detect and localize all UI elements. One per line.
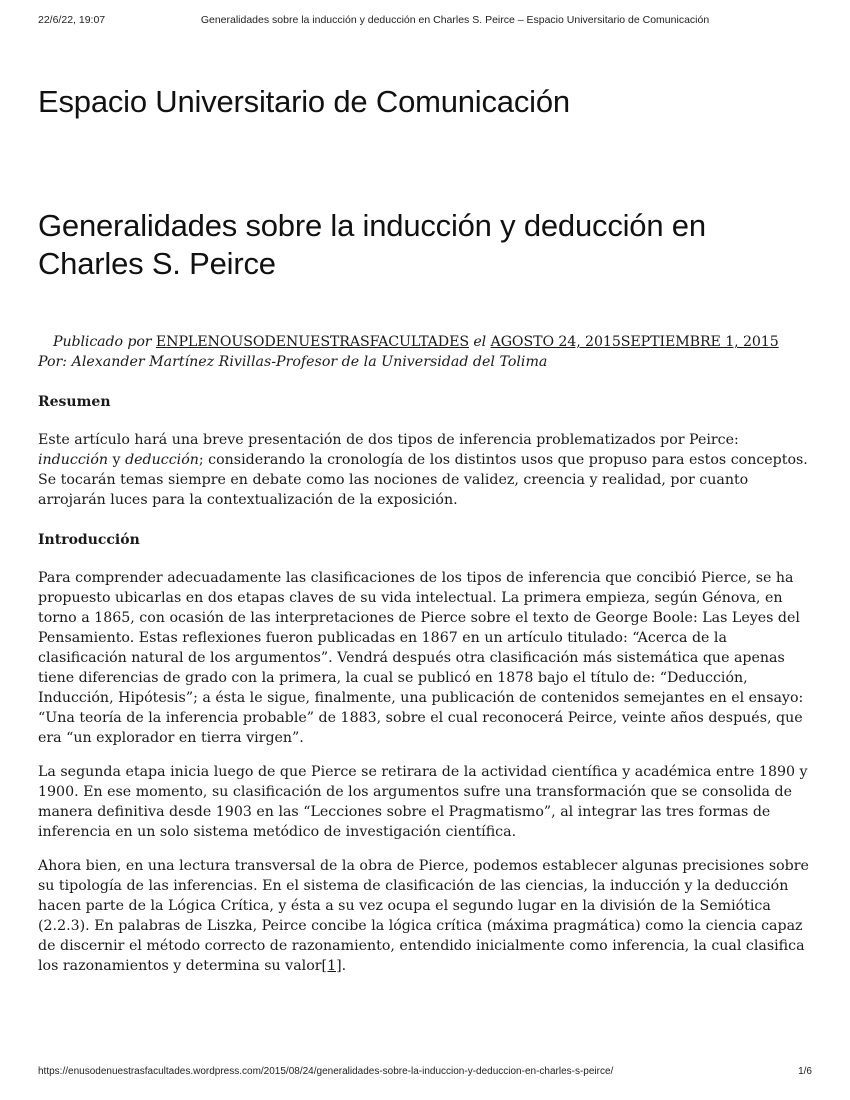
page-number: 1/6 xyxy=(798,1066,812,1077)
print-header xyxy=(38,14,812,30)
post-byline: Por: Alexander Martínez Rivillas-Profesor de la Universidad del Tolima xyxy=(38,354,548,370)
introduccion-heading: Introducción xyxy=(38,532,140,548)
footnote-link-1[interactable]: [1] xyxy=(321,958,342,974)
paragraph-end: . xyxy=(341,958,347,974)
term-deduccion: deducción xyxy=(125,452,199,468)
resumen-heading: Resumen xyxy=(38,394,111,410)
print-doc-title: Generalidades sobre la inducción y deducción en Charles S. Peirce – Espacio Universitario de Comunicación xyxy=(200,14,710,26)
term-induccion: inducción xyxy=(38,452,109,468)
print-date: 22/6/22, 19:07 xyxy=(38,14,106,26)
intro-paragraph-3 xyxy=(38,856,813,976)
date-updated: SEPTIEMBRE 1, 2015 xyxy=(620,334,779,350)
intro-paragraph-2: La segunda etapa inicia luego de que Pierce se retirara de la actividad científica y académica entre 1890 y 1900. En ese momento, su clasificación de los argumentos sufre una transformación que se consolida de manera definitiva desde 1903 en las “Lecciones sobre el Pragmatismo”, al integrar las tres formas de inferencia en un solo sistema metódico de investigación científica. xyxy=(38,764,808,840)
resumen-text: Este artículo hará una breve presentación de dos tipos de inferencia problematizados por Peirce: xyxy=(38,432,739,448)
resumen-paragraph xyxy=(38,430,813,510)
post-content xyxy=(38,332,813,976)
date-published: AGOSTO 24, 2015 xyxy=(490,334,621,350)
author-link[interactable]: ENPLENOUSODENUESTRASFACULTADES xyxy=(155,334,469,350)
post-date-link[interactable] xyxy=(491,334,779,350)
resumen-text: ; considerando la cronología de los distintos usos que propuso para estos conceptos. Se tocarán temas siempre en debate como las nociones de validez, creencia y realidad, por cuanto arrojarán luces para la contextualización de la exposición. xyxy=(38,452,808,508)
print-url: https://enusodenuestrasfacultades.wordpress.com/2015/08/24/generalidades-sobre-la-induccion-y-deduccion-en-charles-s-peirce/ xyxy=(38,1066,614,1077)
post-title: Generalidades sobre la inducción y deducción en Charles S. Peirce xyxy=(38,208,706,281)
paragraph-text: Ahora bien, en una lectura transversal de la obra de Pierce, podemos establecer algunas precisiones sobre su tipología de las inferencias. En el sistema de clasificación de las ciencias, la inducción y la deducción hacen parte de la Lógica Crítica, y ésta a su vez ocupa el segundo lugar en la división de la Semiótica (2.2.3). En palabras de Liszka, Peirce concibe la lógica crítica (máxima pragmática) como la ciencia capaz de discernir el método correcto de razonamiento, entendido inicialmente como inferencia, la cual clasifica los razonamientos y determina su valor xyxy=(38,858,809,974)
published-by-label: Publicado por xyxy=(53,334,152,350)
date-prefix: el xyxy=(473,334,487,350)
print-footer xyxy=(38,1066,812,1080)
resumen-text: y xyxy=(108,452,126,468)
post-meta xyxy=(38,332,813,352)
site-title[interactable]: Espacio Universitario de Comunicación xyxy=(38,84,570,119)
intro-paragraph-1: Para comprender adecuadamente las clasificaciones de los tipos de inferencia que concibió Pierce, se ha propuesto ubicarlas en dos etapas claves de su vida intelectual. La primera empieza, según Génova, en torno a 1865, con ocasión de las interpretaciones de Pierce sobre el texto de George Boole: Las Leyes del Pensamiento. Estas reflexiones fueron publicadas en 1867 en un artículo titulado: “Acerca de la clasificación natural de los argumentos”. Vendrá después otra clasificación más sistemática que apenas tiene diferencias de grado con la primera, la cual se publicó en 1878 bajo el título de: “Deducción, Inducción, Hipótesis”; a ésta le sigue, finalmente, una publicación de contenidos semejantes en el ensayo: “Una teoría de la inferencia probable” de 1883, sobre el cual reconocerá Peirce, veinte años después, que era “un explorador en tierra virgen”. xyxy=(38,570,804,746)
